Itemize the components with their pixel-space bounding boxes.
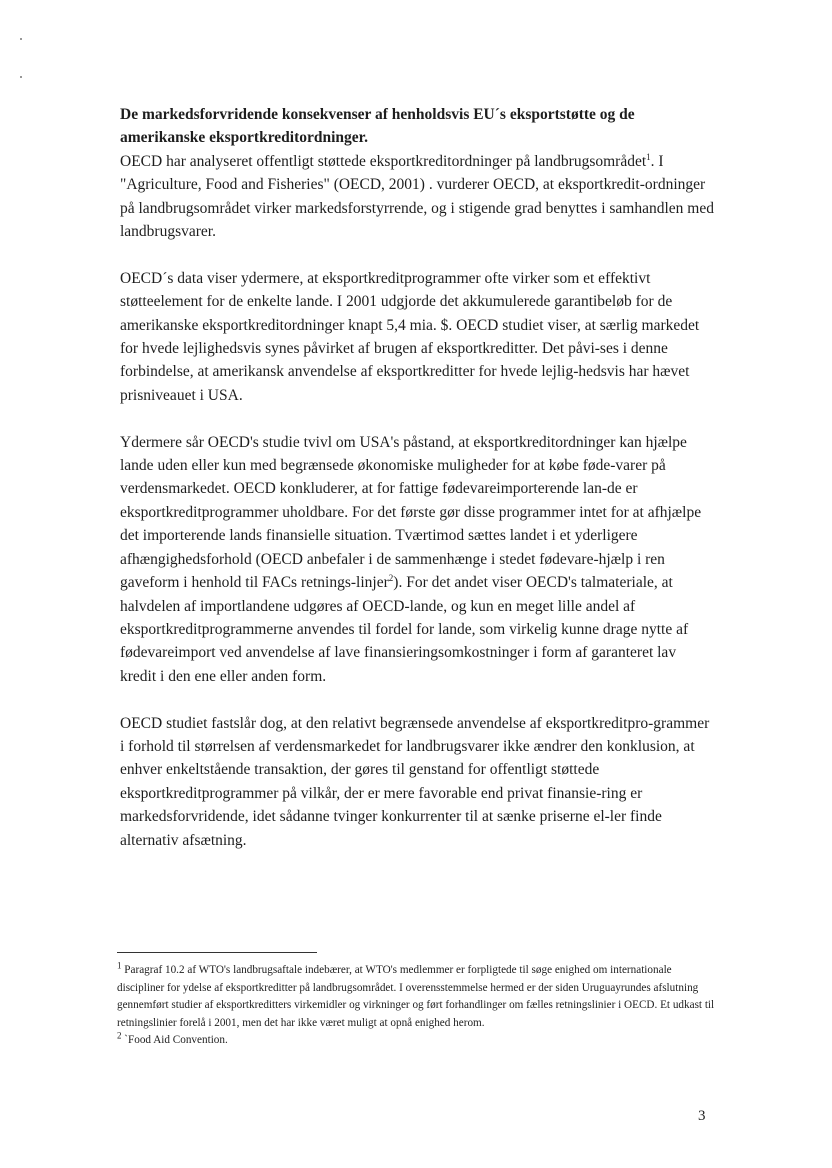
page-number: 3 — [698, 1108, 706, 1124]
scan-speck — [20, 38, 22, 40]
scan-speck — [20, 76, 22, 78]
paragraph-1-text-b: . I "Agriculture, Food and Fisheries" (OECD, 2001) . vurderer OECD, at eksportkredit-ordninger på landbrugsområdet virker markedsforstyrrende, og i stigende grad benyttes i samhandlen med landbrugsvarer. — [120, 152, 714, 241]
footnote-2-mark: 2 — [117, 1030, 122, 1041]
section-block — [120, 103, 716, 243]
heading-line-2: amerikanske eksportkreditordninger. — [120, 129, 369, 147]
paragraph-3-text-b: ). For det andet viser OECD's talmateriale, at halvdelen af importlandene udgøres af OECD-lande, og kun en meget lille andel af eksportkreditprogrammerne anvendes til fordel for lande, som virkelig kunne drage nytte af fødevareimport ved anvendelse af lave finansieringsomkostninger i form af garanteret lav kredit i den ene eller anden form. — [120, 574, 689, 685]
section-heading — [120, 103, 716, 150]
footnote-2-text: `Food Aid Convention. — [121, 1034, 228, 1046]
paragraph-1 — [120, 150, 716, 244]
footnote-1-mark: 1 — [117, 960, 122, 971]
body-text — [120, 103, 716, 875]
paragraph-3-text-a: Ydermere sår OECD's studie tvivl om USA's påstand, at eksportkreditordninger kan hjælpe lande uden eller kun med begrænsede økonomiske muligheder for at købe føde-varer på verdensmarkedet. OECD konkluderer, at for fattige fødevareimporterende lan-de er eksportkreditprogrammer uholdbare. For det første gør disse programmer intet for at afhjælpe det importerende lands finansielle situation. Tværtimod sættes landet i et yderligere afhængighedsforhold (OECD anbefaler i de sammenhænge i stedet fødevare-hjælp i ren gaveform i henhold til FACs retnings-linjer — [120, 433, 702, 592]
paragraph-3 — [120, 431, 716, 688]
footnote-2 — [117, 1032, 717, 1050]
heading-line-1: De markedsforvridende konsekvenser af henholdsvis EU´s eksportstøtte og de — [120, 106, 635, 123]
paragraph-4: OECD studiet fastslår dog, at den relativt begrænsede anvendelse af eksportkreditpro-grammer i forhold til størrelsen af verdensmarkedet for landbrugsvarer ikke ændrer den konklusion, at enhver enkeltstående transaktion, der gøres til genstand for offentligt støttede eksportkreditprogrammer på vilkår, der er mere favorable end privat finansie-ring er markedsforvridende, idet sådanne tvinger konkurrenter til at sænke priserne el-ler finde alternativ afsætning. — [120, 714, 710, 849]
footnote-ref-2[interactable]: 2 — [388, 572, 394, 583]
footnote-separator — [117, 952, 317, 953]
footnote-1 — [117, 962, 717, 1032]
footnote-1-text: Paragraf 10.2 af WTO's landbrugsaftale indebærer, at WTO's medlemmer er forpligtede til søge enighed om internationale discipliner for ydelse af eksportkreditter på landbrugsområdet. I overensstemmelse hermed er der siden Uruguayrundes afslutning gennemført studier af eksportkreditters virkemidler og virkninger og ført forhandlinger om fælles retningslinier i OECD. Et udkast til retningslinier forelå i 2001, men det har ikke været muligt at opnå enighed herom. — [117, 964, 715, 1029]
paragraph-1-text-a: OECD har analyseret offentligt støttede eksportkreditordninger på landbrugsområdet — [120, 152, 647, 170]
footnote-ref-1[interactable]: 1 — [646, 151, 651, 162]
paragraph-2: OECD´s data viser ydermere, at eksportkreditprogrammer ofte virker som et effektivt støtteelement for de enkelte lande. I 2001 udgjorde det akkumulerede garantibeløb for de amerikanske eksportkreditordninger knapt 5,4 mia. $. OECD studiet viser, at særlig markedet for hvede lejlighedsvis synes påvirket af brugen af eksportkreditter. Det påvi-ses i denne forbindelse, at amerikansk anvendelse af eksportkreditter for hvede lejlig-hedsvis har hævet prisniveauet i USA. — [120, 269, 700, 404]
footnotes — [117, 962, 717, 1050]
